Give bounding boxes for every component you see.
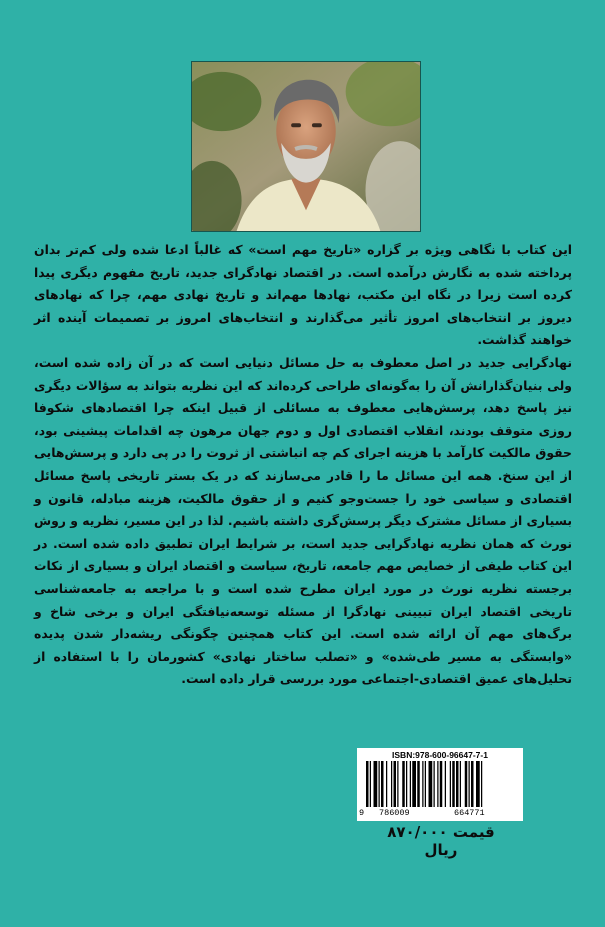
barcode-lead-digit: 9: [359, 808, 365, 818]
barcode-bar: [366, 761, 369, 807]
barcode-bar: [452, 761, 455, 807]
isbn-label: ISBN:978-600-96647-7-1: [392, 750, 488, 760]
barcode-bar: [379, 761, 380, 807]
barcode-bar: [412, 761, 416, 807]
author-portrait-image: [192, 62, 420, 231]
barcode-bar: [381, 761, 384, 807]
barcode-bar: [469, 761, 470, 807]
barcode-bar: [445, 761, 446, 807]
barcode-bars: [366, 761, 516, 807]
barcode-bar: [465, 761, 468, 807]
barcode-bar: [397, 761, 398, 807]
description-text: [34, 239, 572, 691]
barcode-bar: [460, 761, 461, 807]
barcode-bar: [425, 761, 426, 807]
barcode-bar: [440, 761, 443, 807]
barcode-digits-left: 786009: [379, 808, 410, 818]
barcode-bar: [370, 761, 371, 807]
author-photo: [191, 61, 421, 232]
barcode-bar: [429, 761, 433, 807]
barcode-digits-right: 664771: [454, 808, 485, 818]
description-paragraph-2: نهادگرایی جدید در اصل معطوف به حل مسائل دنیایی است که در آن زاده شده است، ولی بنیان‌گذارانش آن را به‌گونه‌ای طراحی کرده‌اند که این نظریه بتواند به سؤالات دیگری نیز پاسخ دهد، پرسش‌هایی معطوف به مسائلی از قبیل اینکه چرا اقتصادهای شکوفا روزی متوقف بودند، انقلاب اقتصادی اول و دوم جهان مرهون چه اقدامات پیشینی بود، حقوق مالکیت کارآمد با هزینه اجرای کم چه انباشتی از ثروت را در پی دارد و پرسش‌هایی از این سنخ. همه این مسائل ما را قادر می‌سازند که در یک بستر تاریخی پاسخ مسائل اقتصادی و سیاسی خود را جست‌وجو کنیم و از حقوق مالکیت، هزینه مبادله، قانون و بسیاری از مسائل مشترک دیگر پرسش‌گری داشته باشیم. لذا در این مسیر، نظریه و روش نورث که همان نظریه نهادگرایی جدید است، بر شرایط ایران تطبیق داده شده است. در این کتاب طیفی از خصایص مهم جامعه، تاریخ، سیاست و اقتصاد ایران و بسیاری از نکات برجسته نظریه نورث در مورد ایران مطرح شده است و با مراجعه به جامعه‌شناسی تاریخی اقتصاد ایران تبیینی نهادگرا از مسئله توسعه‌نیافتگی ایران و برخی شاخ و برگ‌های مهم آن ارائه شده است. این کتاب همچنین چگونگی ریشه‌دار شدن پدیده «وابستگی به مسیر طی‌شده» و «تصلب ساختار نهادی» کشورمان را با استفاده از تحلیل‌های عمیق اقتصادی-اجتماعی مورد بررسی قرار داده است.: [34, 354, 572, 687]
barcode-bar: [410, 761, 411, 807]
price-label: قیمت ۸۷۰/۰۰۰ ریال: [387, 823, 495, 859]
barcode-bar: [406, 761, 407, 807]
barcode-bar: [394, 761, 397, 807]
barcode-bar: [481, 761, 482, 807]
isbn-barcode: [357, 748, 523, 821]
barcode-bar: [422, 761, 423, 807]
barcode-bar: [437, 761, 438, 807]
barcode-bar: [450, 761, 451, 807]
barcode-bar: [374, 761, 378, 807]
barcode-bar: [402, 761, 405, 807]
description-paragraph-1: این کتاب با نگاهی ویژه بر گزاره «تاریخ مهم است» که غالباً ادعا شده ولی کم‌تر بدان پرداخته شده به نگارش درآمده است. در اقتصاد نهادگرای جدید، تاریخ مفهوم دیگری پیدا کرده است زیرا در نگاه این مکتب، نهادها مهم‌اند و تاریخ نهادی مهم، چرا که نهادهای دیروز بر انتخاب‌های امروز تأثیر می‌گذارند و انتخاب‌های امروز بر تصمیمات آینده اثر خواهند گذاشت.: [34, 242, 572, 348]
barcode-bar: [391, 761, 392, 807]
barcode-bar: [417, 761, 420, 807]
barcode-bar: [471, 761, 474, 807]
barcode-bar: [434, 761, 435, 807]
barcode-bar: [456, 761, 459, 807]
barcode-bar: [476, 761, 480, 807]
barcode-bar: [386, 761, 387, 807]
